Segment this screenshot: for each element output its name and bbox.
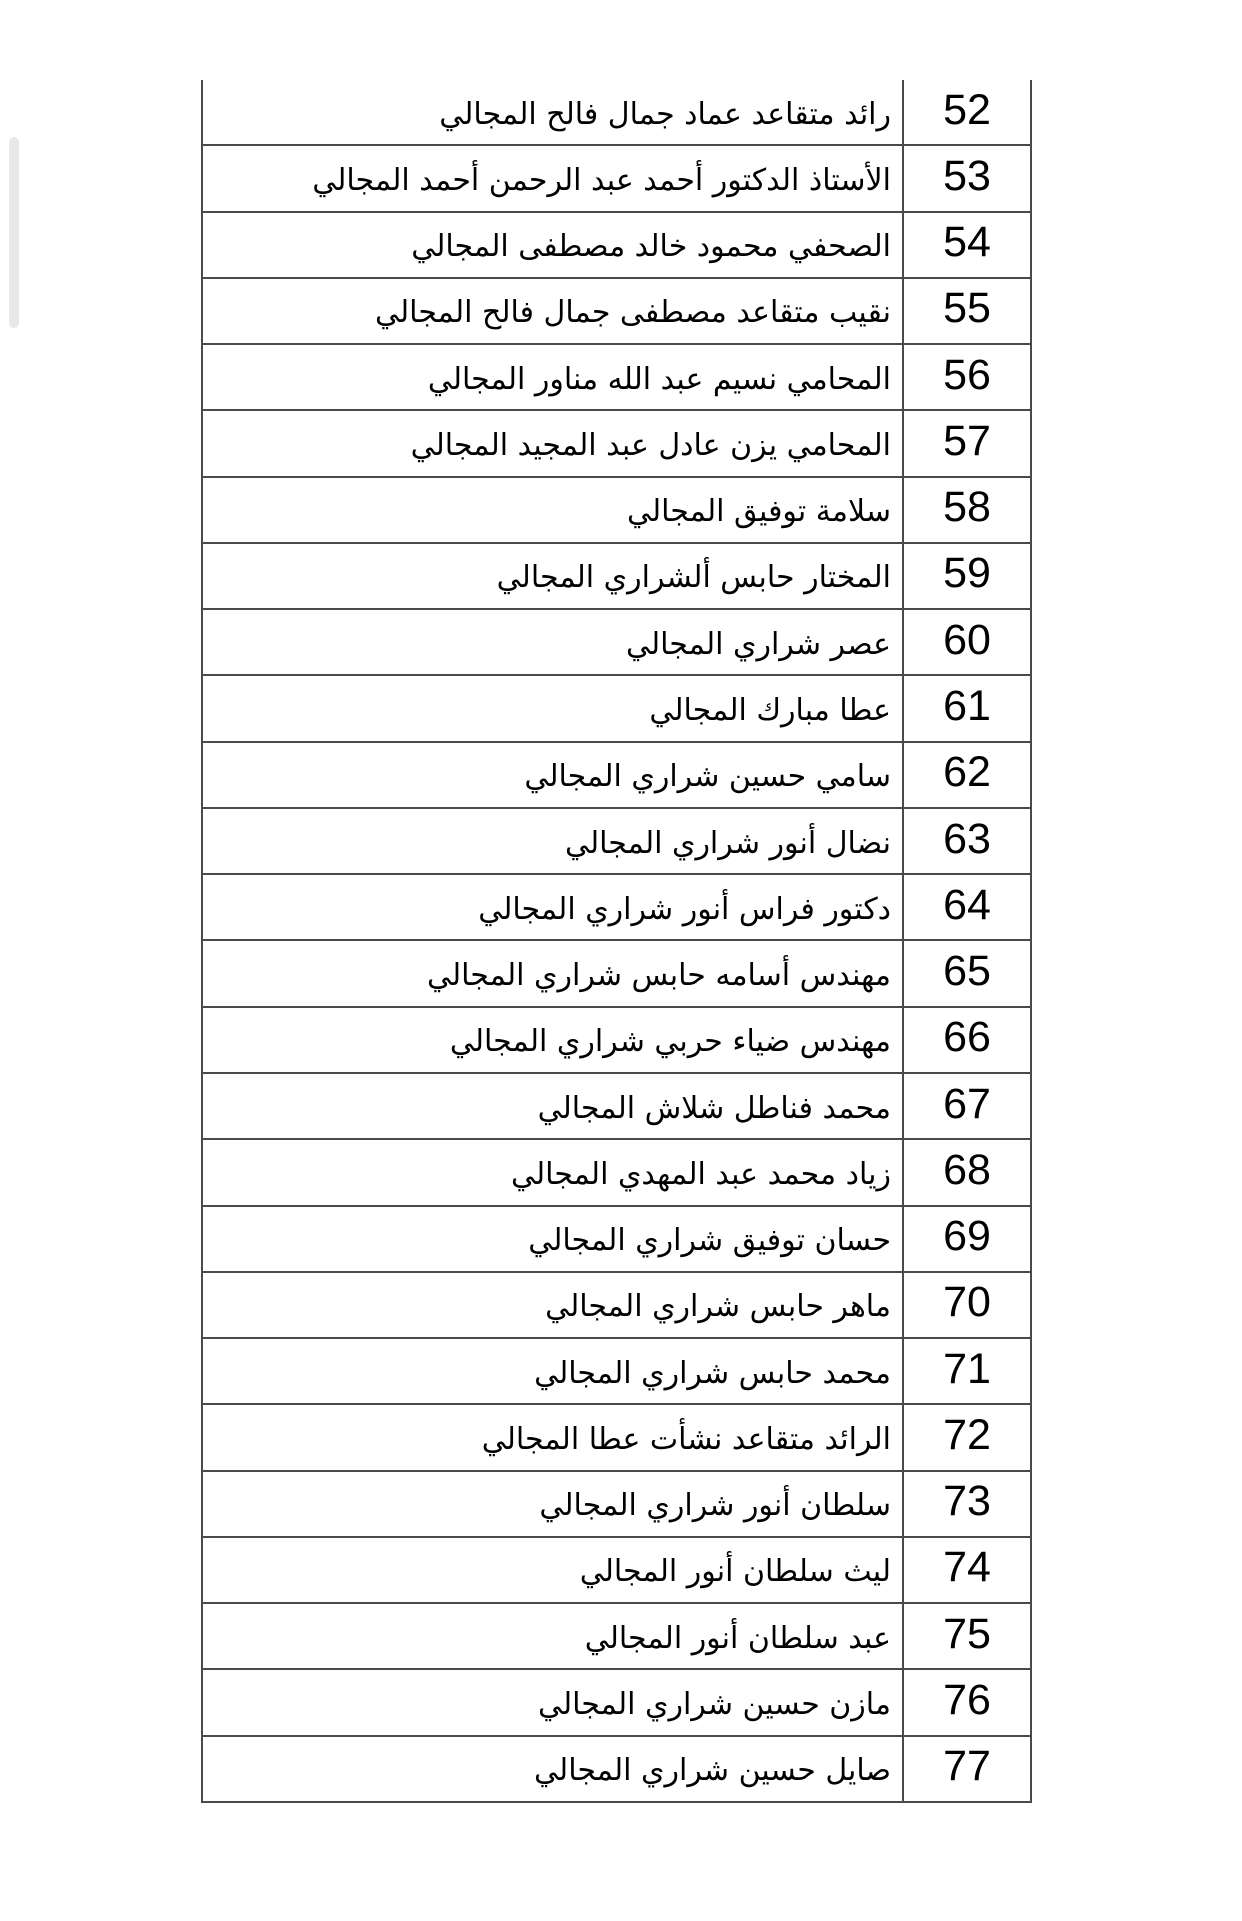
row-number-cell: 55 <box>902 279 1030 343</box>
row-number-cell: 63 <box>902 809 1030 873</box>
row-number-cell: 66 <box>902 1008 1030 1072</box>
row-number-cell: 59 <box>902 544 1030 608</box>
table-row <box>203 1538 1030 1604</box>
table-row <box>203 1670 1030 1736</box>
row-number-cell: 67 <box>902 1074 1030 1138</box>
table-row <box>203 279 1030 345</box>
table-row <box>203 1604 1030 1670</box>
row-number-cell: 71 <box>902 1339 1030 1403</box>
member-name-cell: ليث سلطان أنور المجالي <box>579 1554 891 1590</box>
table-row <box>203 1207 1030 1273</box>
table-row <box>203 1339 1030 1405</box>
member-name-cell: عطا مبارك المجالي <box>649 693 891 729</box>
row-number-cell: 52 <box>902 80 1030 144</box>
row-number-cell: 58 <box>902 478 1030 542</box>
table-row <box>203 1737 1030 1803</box>
member-name-cell: دكتور فراس أنور شراري المجالي <box>478 891 891 927</box>
table-row <box>203 213 1030 279</box>
table-row <box>203 1273 1030 1339</box>
member-name-cell: محمد حابس شراري المجالي <box>534 1355 891 1391</box>
member-name-cell: مهندس ضياء حربي شراري المجالي <box>449 1024 891 1060</box>
row-number-cell: 57 <box>902 411 1030 475</box>
member-name-cell: الأستاذ الدكتور أحمد عبد الرحمن أحمد المجالي <box>312 162 891 198</box>
row-number-cell: 64 <box>902 875 1030 939</box>
member-name-cell: المحامي نسيم عبد الله مناور المجالي <box>427 361 891 397</box>
names-table <box>201 80 1032 1803</box>
table-row <box>203 676 1030 742</box>
member-name-cell: صايل حسين شراري المجالي <box>534 1753 891 1789</box>
row-number-cell: 76 <box>902 1670 1030 1734</box>
row-number-cell: 68 <box>902 1140 1030 1204</box>
member-name-cell: سلامة توفيق المجالي <box>627 494 891 530</box>
table-row <box>203 941 1030 1007</box>
row-number-cell: 62 <box>902 743 1030 807</box>
table-row <box>203 1008 1030 1074</box>
member-name-cell: مازن حسين شراري المجالي <box>538 1687 891 1722</box>
member-name-cell: الرائد متقاعد نشأت عطا المجالي <box>481 1421 891 1457</box>
table-row <box>203 80 1030 146</box>
table-row <box>203 544 1030 610</box>
table-row <box>203 875 1030 941</box>
scrollbar-thumb[interactable] <box>9 137 19 328</box>
member-name-cell: رائد متقاعد عماد جمال فالح المجالي <box>439 96 891 132</box>
member-name-cell: المحامي يزن عادل عبد المجيد المجالي <box>410 427 891 463</box>
member-name-cell: عصر شراري المجالي <box>625 626 891 662</box>
member-name-cell: نقيب متقاعد مصطفى جمال فالح المجالي <box>375 295 891 331</box>
table-row <box>203 1472 1030 1538</box>
table-row <box>203 411 1030 477</box>
table-row <box>203 1140 1030 1206</box>
table-row <box>203 345 1030 411</box>
member-name-cell: ماهر حابس شراري المجالي <box>545 1289 891 1325</box>
row-number-cell: 73 <box>902 1472 1030 1536</box>
table-row <box>203 478 1030 544</box>
member-name-cell: محمد فناطل شلاش المجالي <box>537 1090 891 1126</box>
member-name-cell: زياد محمد عبد المهدي المجالي <box>510 1156 891 1192</box>
member-name-cell: نضال أنور شراري المجالي <box>564 825 891 861</box>
row-number-cell: 70 <box>902 1273 1030 1337</box>
row-number-cell: 61 <box>902 676 1030 740</box>
table-row <box>203 1074 1030 1140</box>
table-row <box>203 146 1030 212</box>
table-row <box>203 743 1030 809</box>
member-name-cell: سلطان أنور شراري المجالي <box>539 1488 891 1524</box>
row-number-cell: 74 <box>902 1538 1030 1602</box>
row-number-cell: 53 <box>902 146 1030 210</box>
member-name-cell: سامي حسين شراري المجالي <box>524 759 891 795</box>
table-row <box>203 610 1030 676</box>
row-number-cell: 72 <box>902 1405 1030 1469</box>
row-number-cell: 56 <box>902 345 1030 409</box>
row-number-cell: 69 <box>902 1207 1030 1271</box>
row-number-cell: 75 <box>902 1604 1030 1668</box>
row-number-cell: 65 <box>902 941 1030 1005</box>
row-number-cell: 77 <box>902 1737 1030 1801</box>
table-row <box>203 809 1030 875</box>
member-name-cell: مهندس أسامه حابس شراري المجالي <box>427 958 891 994</box>
member-name-cell: عبد سلطان أنور المجالي <box>584 1620 891 1656</box>
table-row <box>203 1405 1030 1471</box>
member-name-cell: حسان توفيق شراري المجالي <box>528 1223 891 1259</box>
member-name-cell: المختار حابس ألشراري المجالي <box>496 560 891 596</box>
row-number-cell: 54 <box>902 213 1030 277</box>
row-number-cell: 60 <box>902 610 1030 674</box>
member-name-cell: الصحفي محمود خالد مصطفى المجالي <box>411 229 891 265</box>
